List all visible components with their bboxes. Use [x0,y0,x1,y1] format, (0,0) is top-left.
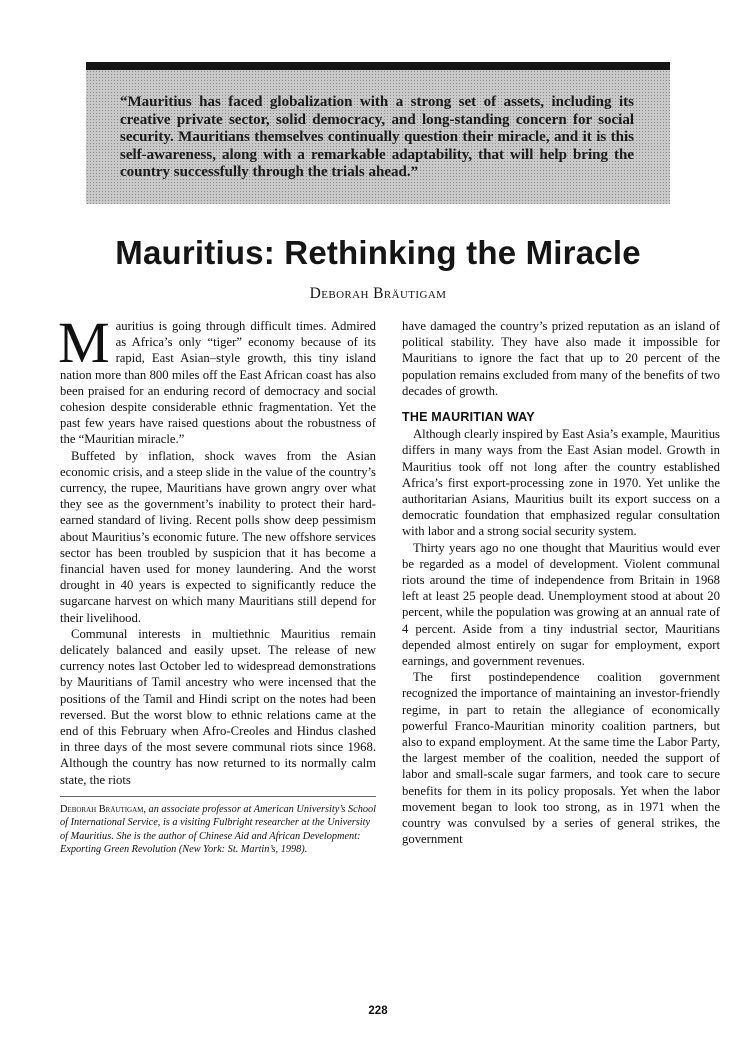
author-footnote [60,803,376,857]
pull-quote-text: “Mauritius has faced globalization with a strong set of assets, including its creative private sector, solid democracy, and long-standing concern for social security. Mauritians themselves continually question their miracle, and it is this self-awareness, along with a remarkable adaptability, that will help bring the country successfully through the trials ahead.” [120,94,634,180]
paragraph-2: Buffeted by inflation, shock waves from the Asian economic crisis, and a steep slide in the value of the country’s currency, the rupee, Mauritians have grown angry over what they see as the government’s inability to protect their hard-earned standard of living. Recent polls show deep pessimism about Mauritius’s economic future. The new offshore services sector has been troubled by suspicion that it has become a financial haven used for money laundering. And the worst drought in 40 years is expected to significantly reduce the sugarcane harvest on which many Mauritians still depend for their livelihood. [60,448,376,625]
right-paragraph-3: The first postindependence coalition government recognized the importance of maintaining an investor-friendly regime, in part to retain the allegiance of economically powerful Franco-Mauritian minority coalition partners, but also to expand employment. At the same time the Labor Party, the largest member of the coalition, needed the support of labor and small-scale sugar farmers, and took care to secure benefits for them in its policy proposals. Yet when the labor movement began to look too strong, as in 1971 when the country was convulsed by a series of general strikes, the government [402,670,720,847]
footnote-text: , an associate professor at American University’s School of International Service, is a visiting Fulbright researcher at the University of Mauritius. She is the author of Chinese Aid and African Development: Exporting Green Revolution (New York: St. Martin’s, 1998). [60,803,377,856]
footnote-author-name: Deborah Bräutigam [60,803,144,815]
right-paragraph-2: Thirty years ago no one thought that Mauritius would ever be regarded as a model of development. Violent communal riots around the time of independence from Britain in 1968 left at least 25 people dead. Unemployment stood at about 20 percent, while the population was growing at an annual rate of 4 percent. Aside from a tiny industrial sector, Mauritians depended almost entirely on sugar for employment, export earnings, and government revenues. [402,540,720,669]
right-column [402,318,720,848]
left-column [58,310,377,857]
top-rule-bar [86,62,670,70]
footnote-rule [60,796,376,797]
paragraph-1 [58,310,376,448]
section-heading: THE MAURITIAN WAY [402,410,535,425]
right-paragraph-1: Although clearly inspired by East Asia’s example, Mauritius differs in many ways from the East Asian model. Growth in Mauritius took off not long after the country established Africa’s first export-processing zone in 1970. Yet unlike the authoritarian Asians, Mauritius built its export success on a democratic foundation that emphasized regular consultation with labor and a strong social security system. [402,427,720,539]
paragraph-1-text: auritius is going through difficult times. Admired as Africa’s only “tiger” economy because of its rapid, East Asian–style growth, this tiny island nation more than 800 miles off the East African coast has also been praised for an enduring record of democracy and social cohesion despite considerable ethnic fragmentation. Yet the past few years have raised questions about the robustness of the “Mauritian miracle.” [60,319,376,447]
paragraph-3: Communal interests in multiethnic Mauritius remain delicately balanced and easily upset. The release of new currency notes last October led to widespread demonstrations by Mauritians of Tamil ancestry who were incensed that the positions of the Tamil and Hindi script on the notes had been reversed. But the worst blow to ethnic relations came at the end of this February when Afro-Creoles and Hindus clashed in three days of the most severe communal riots since 1968. Although the country has now returned to its normally calm state, the riots [60,626,376,787]
author-byline: Deborah Bräutigam [309,285,447,302]
drop-cap: M [58,310,110,375]
page-number: 228 [368,1005,388,1017]
article-title: Mauritius: Rethinking the Miracle [115,234,641,271]
pull-quote-box [86,70,670,204]
right-intro-paragraph: have damaged the country’s prized reputation as an island of political stability. They have also made it impossible for Mauritians to ignore the fact that up to 20 percent of the population remains excluded from many of the benefits of two decades of growth. [402,319,720,398]
